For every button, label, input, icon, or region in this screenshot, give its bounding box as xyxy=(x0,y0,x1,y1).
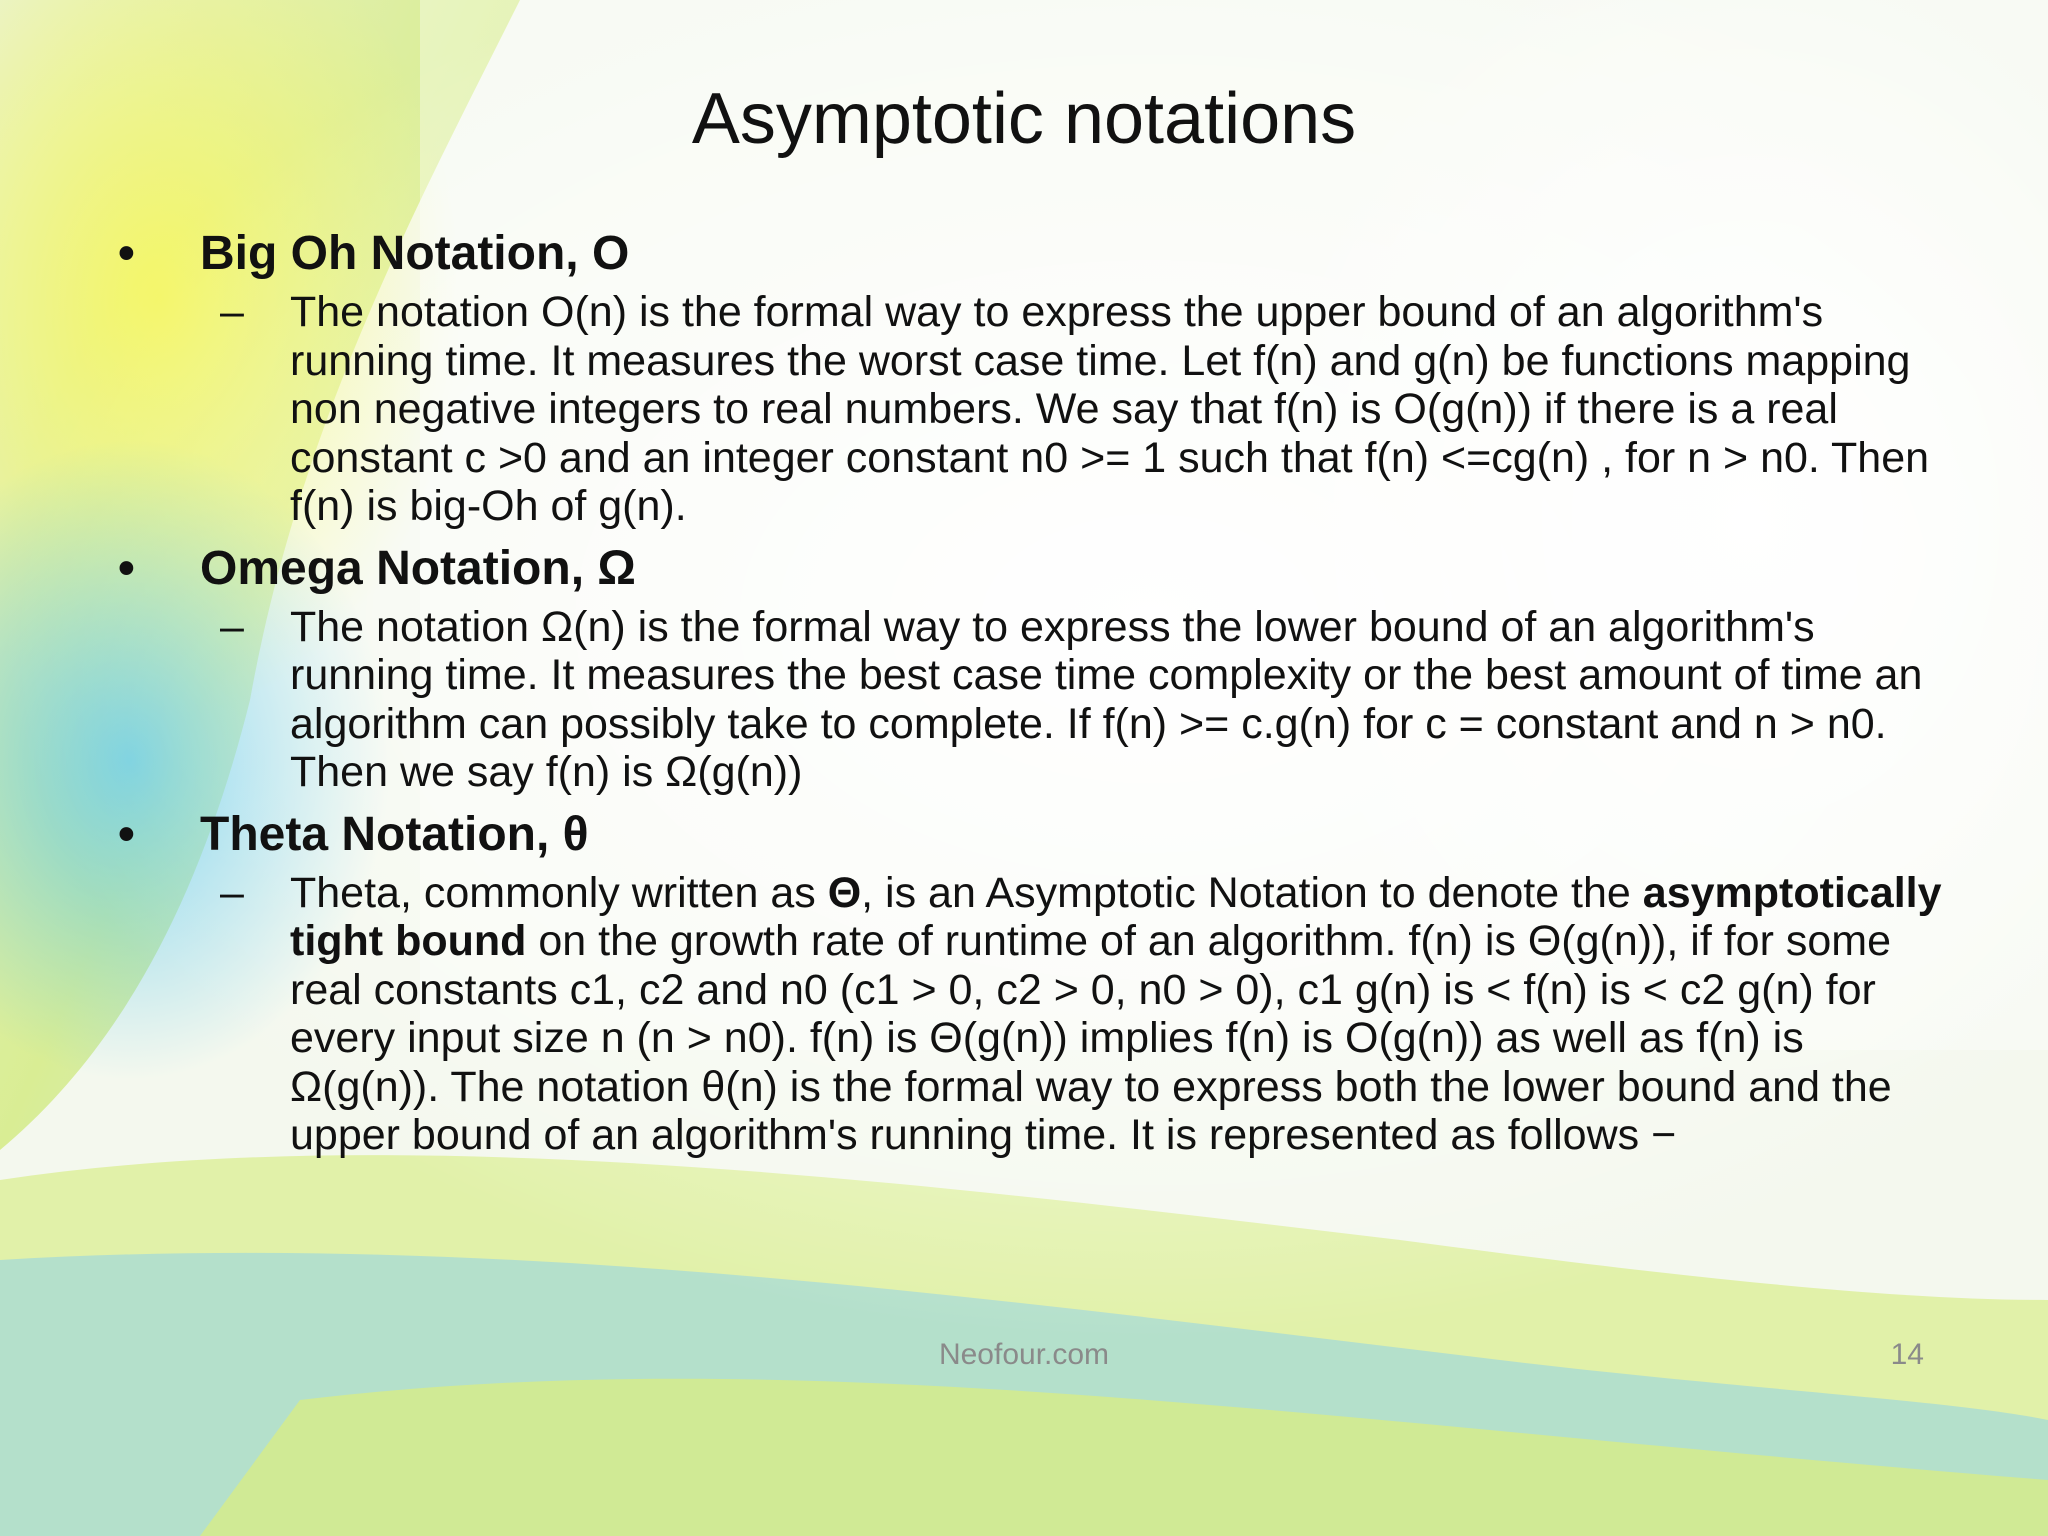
slide-number: 14 xyxy=(1890,1338,1924,1371)
dash-icon: – xyxy=(220,868,244,917)
heading-theta-text: Theta Notation, θ xyxy=(200,807,589,861)
body-theta-text-3: on the growth rate of runtime of an algorithm. f(n) is Θ(g(n)), if for some real constants c1, c2 and n0 (c1 > 0, c2 > 0, n0 > 0), c1 g(n) is < f(n) is < c2 g(n) for every input size n (n > n0). f(n) is Θ(g(n)) implies f(n) is O(g(n)) as well as f(n) is Ω(g(n)). The notation θ(n) is the formal way to express both the lower bound and the upper bound of an algorithm's running time. It is represented as follows − xyxy=(290,917,1892,1159)
bullet-icon: • xyxy=(118,227,135,280)
heading-omega xyxy=(118,539,1948,599)
slide-title: Asymptotic notations xyxy=(691,79,1357,159)
footer-text: Neofour.com xyxy=(938,1338,1110,1371)
heading-big-oh xyxy=(118,224,1948,284)
body-big-oh-text: The notation O(n) is the formal way to express the upper bound of an algorithm's running time. It measures the worst case time. Let f(n) and g(n) be functions mapping non negative integers to real numbers. We say that f(n) is O(g(n)) if there is a real constant c >0 and an integer constant n0 >= 1 such that f(n) <=cg(n) , for n > n0. Then f(n) is big-Oh of g(n). xyxy=(290,288,1930,530)
heading-theta xyxy=(118,805,1948,865)
body-omega-text: The notation Ω(n) is the formal way to express the lower bound of an algorithm's running time. It measures the best case time complexity or the best amount of time an algorithm can possibly take to complete. If f(n) >= c.g(n) for c = constant and n > n0. Then we say f(n) is Ω(g(n)) xyxy=(290,602,1923,796)
bullet-icon: • xyxy=(118,541,135,595)
heading-big-oh-text: Big Oh Notation, O xyxy=(200,227,630,280)
bullet-icon: • xyxy=(118,807,135,861)
body-theta xyxy=(220,868,1948,1160)
dash-icon: – xyxy=(220,288,244,336)
body-theta-tight-bound: asymptotically tight bound xyxy=(290,868,1942,965)
body-omega xyxy=(220,602,1948,797)
body-theta-symbol: Θ xyxy=(827,868,862,917)
dash-icon: – xyxy=(220,602,244,651)
body-theta-text-1: Theta, commonly written as xyxy=(290,868,828,917)
heading-omega-text: Omega Notation, Ω xyxy=(200,541,636,595)
body-theta-text-2: , is an Asymptotic Notation to denote the xyxy=(861,868,1643,917)
slide-content xyxy=(118,224,1948,1160)
body-big-oh xyxy=(220,288,1948,531)
